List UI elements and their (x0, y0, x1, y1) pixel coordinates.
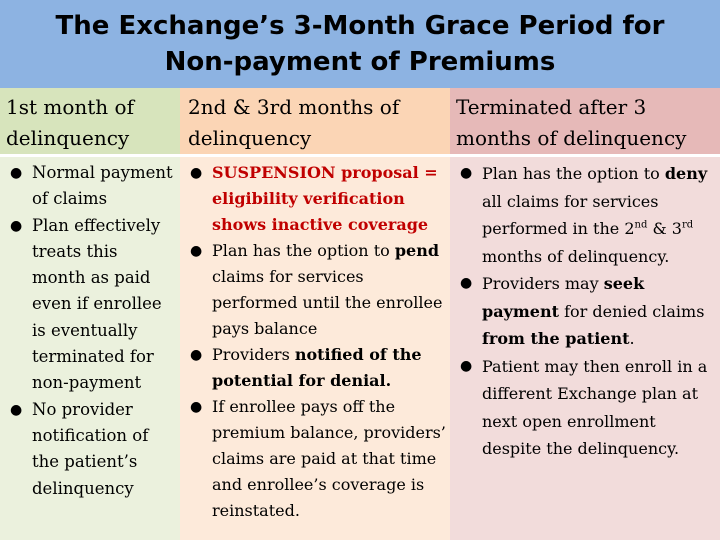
bullet-icon: ● (460, 357, 473, 374)
list-item (450, 270, 716, 353)
bullet-text: & 3 (647, 219, 682, 238)
bullet-emphasis: seek (603, 274, 645, 293)
list-item (0, 397, 176, 502)
list-item (0, 213, 176, 397)
bullet-text: Plan has the option to (482, 164, 665, 183)
bullet-icon: ● (10, 165, 23, 181)
bullet-text: months of delinquency. (482, 246, 670, 266)
bullet-icon: ● (460, 275, 473, 291)
bullet-icon: ● (460, 165, 473, 181)
bullet-icon: ● (10, 217, 23, 234)
bullet-emphasis: from the patient (482, 329, 630, 348)
bullet-emphasis: notified of the potential for denial. (212, 345, 422, 390)
bullet-list (450, 154, 720, 463)
suspension-text: SUSPENSION proposal = eligibility verification shows inactive coverage (212, 163, 438, 234)
bullet-text: Patient may then enroll in a different Exchange plan at next open enrollment despite the delinquency. (482, 356, 708, 458)
bullet-list (0, 154, 180, 502)
column-header: 1st month of delinquency (0, 88, 180, 154)
superscript: nd (634, 219, 648, 231)
title-bar (0, 0, 720, 89)
list-item (450, 160, 716, 270)
list-item (180, 394, 446, 524)
list-item (180, 342, 446, 394)
bullet-text: . (629, 329, 635, 348)
bullet-text: Normal payment of claims (32, 163, 173, 209)
bullet-icon: ● (190, 399, 203, 415)
list-item (450, 353, 716, 463)
bullet-emphasis: deny (664, 164, 708, 183)
superscript: rd (681, 219, 694, 231)
bullet-emphasis: pend (394, 241, 440, 260)
bullet-emphasis: payment (482, 301, 559, 321)
header-separator (0, 154, 720, 157)
slide-title: The Exchange’s 3-Month Grace Period for Non-payment of Premiums (55, 11, 665, 77)
bullet-icon: ● (190, 243, 203, 259)
bullet-text: Providers (212, 345, 295, 364)
bullet-text: Providers may (482, 274, 604, 293)
bullet-text: If enrollee pays off the premium balance, providers’ claims are paid at that time and enrollee’s coverage is reinstated. (212, 397, 446, 520)
bullet-text: for denied claims (558, 301, 705, 321)
bullet-icon: ● (190, 347, 203, 363)
bullet-text: all claims for services performed in the 2 (482, 191, 659, 238)
bullet-text: Plan effectively treats this month as paid even if enrollee is eventually terminated for non-payment (32, 215, 162, 393)
column-header: Terminated after 3 months of delinquency (450, 88, 720, 154)
bullet-list (180, 154, 450, 524)
column-header: 2nd & 3rd months of delinquency (180, 88, 450, 154)
bullet-icon: ● (190, 165, 203, 181)
bullet-text: No provider notification of the patient’s delinquency (32, 399, 149, 498)
bullet-icon: ● (10, 401, 23, 418)
list-item (180, 160, 446, 238)
bullet-text: Plan has the option to (212, 241, 395, 260)
list-item (180, 238, 446, 342)
list-item (0, 160, 176, 213)
bullet-text: claims for services performed until the enrollee pays balance (212, 267, 443, 338)
